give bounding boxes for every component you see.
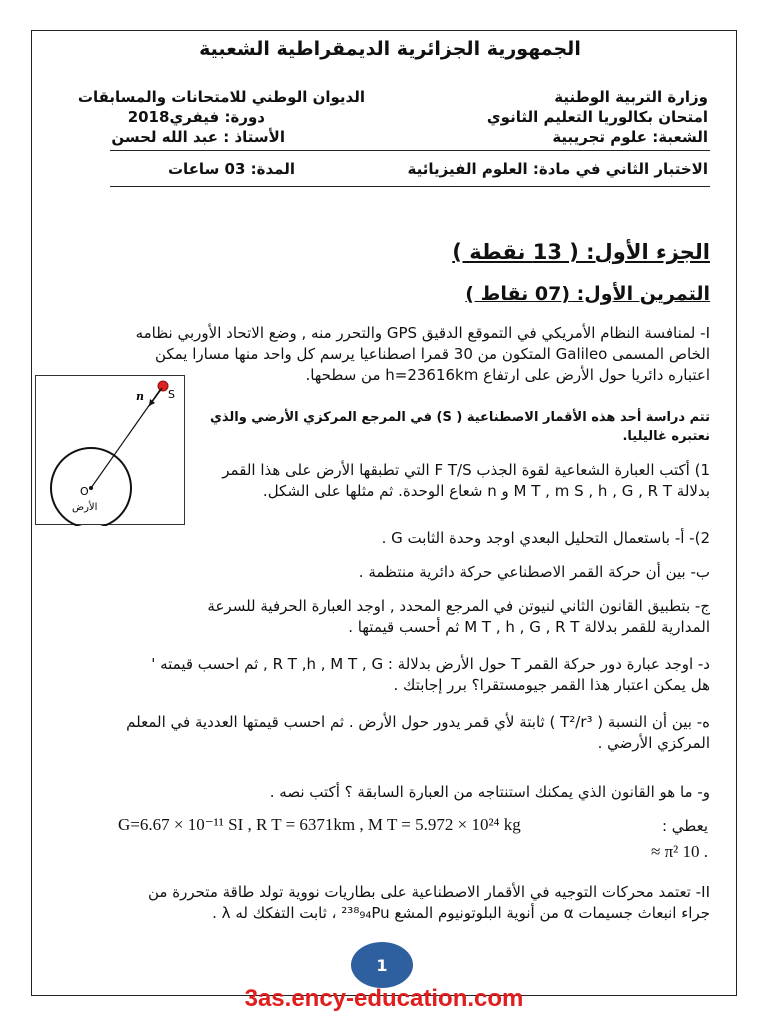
- satellite-label: S: [168, 388, 175, 401]
- earth-label: الأرض: [72, 502, 98, 513]
- page-number-badge: [351, 942, 413, 988]
- teacher-name: الأستاذ : عبد الله لحسن: [111, 128, 285, 146]
- exercise-title: التمرين الأول: (07 نقاط ): [465, 283, 710, 305]
- stream-name: الشعبة: علوم تجريبية: [552, 128, 708, 146]
- question-2e: ه- بين أن النسبة ( T²/r³ ) ثابتة لأي قمر يدور حول الأرض . ثم احسب قيمتها العددية في المعلم المركزي الأرضي .: [126, 713, 710, 752]
- test-title: الاختبار الثاني في مادة: العلوم الفيزيائية: [407, 160, 708, 178]
- part-title: الجزء الأول: ( 13 نقطة ): [452, 240, 710, 264]
- republic-title: الجمهورية الجزائرية الديمقراطية الشعبية: [199, 38, 581, 60]
- section2-intro: II- تعتمد محركات التوجيه في الأقمار الاصطناعية على بطاريات نووية تولد طاقة متحررة من جراء انبعاث جسيمات α من أنوية البلوتونيوم المشع ²³⁸₉₄Pu ، ثابت التفكك له λ .: [148, 883, 710, 922]
- given-values: G=6.67 × 10⁻¹¹ SI , R T = 6371km , M T = 5.972 × 10²⁴ kg: [118, 815, 521, 834]
- duration-info: المدة: 03 ساعات: [167, 160, 295, 178]
- question-2c: ج- بتطبيق القانون الثاني لنيوتن في المرجع المحدد , اوجد العبارة الحرفية للسرعة المدارية للقمر بدلالة M T , h , G , R T ثم أحسب قيمتها .: [207, 597, 710, 636]
- satellite-dot: [158, 381, 168, 391]
- orbit-diagram-svg: [36, 376, 186, 526]
- vector-label: n: [136, 390, 144, 403]
- question-2d: د- اوجد عبارة دور حركة القمر T حول الأرض بدلالة : R T ,h , M T , G , ثم احسب قيمته ' هل يمكن اعتبار هذا القمر جيومستقرا؟ برر إجابتك .: [151, 655, 710, 694]
- orbit-diagram: [35, 375, 185, 525]
- footer-website[interactable]: 3as.ency-education.com: [244, 985, 524, 1012]
- exam-name: امتحان بكالوريا التعليم الثانوي: [486, 108, 708, 126]
- header-rule-bottom: [110, 186, 710, 187]
- given-pi: . 10 π² ≈: [650, 842, 708, 861]
- header-rule-top: [110, 150, 710, 151]
- question-1: 1) أكتب العبارة الشعاعية لقوة الجذب F T/S التي تطبقها الأرض على هذا القمر بدلالة M T , m S , h , G , R T و n شعاع الوحدة. ثم مثلها على الشكل.: [222, 461, 710, 500]
- page-number: 1: [376, 955, 388, 975]
- center-label: O: [80, 485, 89, 498]
- ministry-name: وزارة التربية الوطنية: [554, 88, 708, 106]
- section1-intro: I- لمنافسة النظام الأمريكي في التموقع الدقيق GPS والتحرر منه , وضع الاتحاد الأوربي نظامه الخاص المسمى Galileo المتكون من 30 قمرا اصطناعيا يرسم كل واحد منها مسارا يمكن اعتباره دائريا حول الأرض على ارتفاع h=23616km من سطحها.: [135, 324, 710, 384]
- office-name: الديوان الوطني للامتحانات والمسابقات: [77, 88, 365, 106]
- question-2f: و- ما هو القانون الذي يمكنك استنتاجه من العبارة السابقة ؟ أكتب نصه .: [269, 783, 710, 801]
- section1-study-note: تتم دراسة أحد هذه الأقمار الاصطناعية ( S) في المرجع المركزي الأرضي والذي نعتبره غاليليا.: [209, 410, 710, 444]
- session-info: دورة: فيفري2018: [127, 108, 265, 126]
- given-label: يعطي :: [661, 817, 708, 835]
- question-2a: 2)- أ- باستعمال التحليل البعدي اوجد وحدة الثابت G .: [381, 529, 710, 547]
- question-2b: ب- بين أن حركة القمر الاصطناعي حركة دائرية منتظمة .: [358, 563, 710, 581]
